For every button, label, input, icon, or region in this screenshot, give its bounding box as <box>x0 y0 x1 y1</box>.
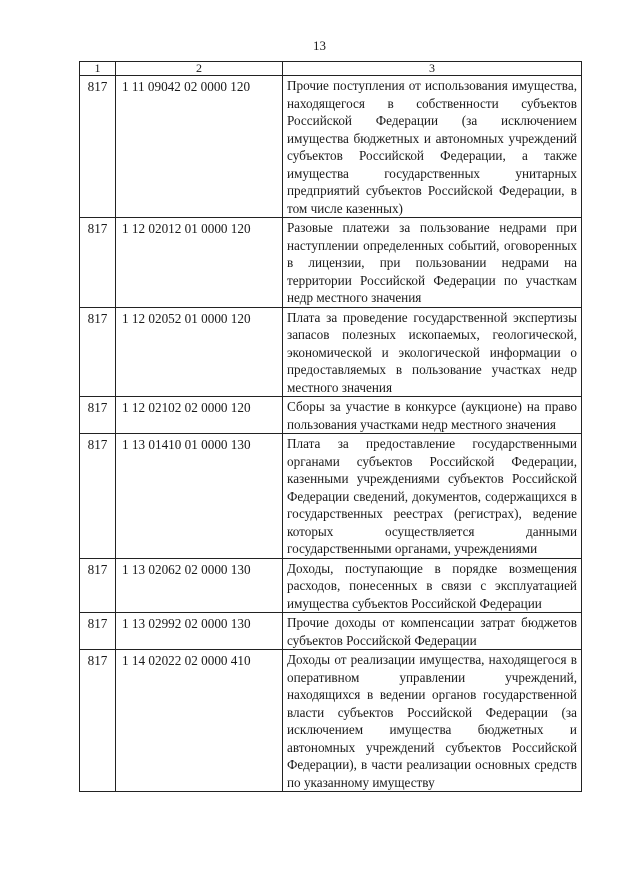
header-col-3: 3 <box>283 62 582 76</box>
table-row <box>80 558 582 613</box>
revenue-code-cell: 1 12 02012 01 0000 120 <box>116 218 283 308</box>
description-cell: Прочие поступления от использования имущества, находящегося в собственности субъектов Российской Федерации (за исключением имущества бюджетных и автономных учреждений субъектов Российской Федерации, а также имущества государственных унитарных предприятий субъектов Российской Федерации, в том числе казенных) <box>283 76 582 218</box>
admin-code-cell: 817 <box>80 434 116 559</box>
table-row <box>80 650 582 792</box>
revenue-code-cell: 1 13 02992 02 0000 130 <box>116 613 283 650</box>
admin-code-cell: 817 <box>80 397 116 434</box>
revenue-codes-table <box>79 61 582 792</box>
revenue-code-cell: 1 14 02022 02 0000 410 <box>116 650 283 792</box>
header-col-2: 2 <box>116 62 283 76</box>
description-cell: Плата за проведение государственной экспертизы запасов полезных ископаемых, геологической, экономической и экологической информации о предоставляемых в пользование участках недр местного значения <box>283 307 582 397</box>
admin-code-cell: 817 <box>80 307 116 397</box>
table-row <box>80 76 582 218</box>
admin-code-cell: 817 <box>80 650 116 792</box>
description-cell: Доходы, поступающие в порядке возмещения расходов, понесенных в связи с эксплуатацией имущества субъектов Российской Федерации <box>283 558 582 613</box>
revenue-code-cell: 1 12 02052 01 0000 120 <box>116 307 283 397</box>
table-row <box>80 218 582 308</box>
revenue-code-cell: 1 12 02102 02 0000 120 <box>116 397 283 434</box>
description-cell: Плата за предоставление государственными органами субъектов Российской Федерации, казенными учреждениями субъектов Российской Федерации сведений, документов, содержащихся в государственных реестрах (регистрах), ведение которых осуществляется данными государственными органами, учреждениями <box>283 434 582 559</box>
description-cell: Разовые платежи за пользование недрами при наступлении определенных событий, оговоренных в лицензии, при пользовании недрами на территории Российской Федерации по участкам недр местного значения <box>283 218 582 308</box>
header-col-1: 1 <box>80 62 116 76</box>
admin-code-cell: 817 <box>80 613 116 650</box>
table-row <box>80 613 582 650</box>
description-cell: Доходы от реализации имущества, находящегося в оперативном управлении учреждений, находящихся в ведении органов государственной власти субъектов Российской Федерации (за исключением имущества бюджетных и автономных учреждений субъектов Российской Федерации), в части реализации основных средств по указанному имуществу <box>283 650 582 792</box>
admin-code-cell: 817 <box>80 218 116 308</box>
table-row <box>80 434 582 559</box>
revenue-code-cell: 1 11 09042 02 0000 120 <box>116 76 283 218</box>
admin-code-cell: 817 <box>80 76 116 218</box>
table-row <box>80 397 582 434</box>
page-number: 13 <box>313 38 326 53</box>
table-row <box>80 307 582 397</box>
revenue-code-cell: 1 13 01410 01 0000 130 <box>116 434 283 559</box>
revenue-code-cell: 1 13 02062 02 0000 130 <box>116 558 283 613</box>
description-cell: Прочие доходы от компенсации затрат бюджетов субъектов Российской Федерации <box>283 613 582 650</box>
table-header-row <box>80 62 582 76</box>
admin-code-cell: 817 <box>80 558 116 613</box>
description-cell: Сборы за участие в конкурсе (аукционе) на право пользования участками недр местного значения <box>283 397 582 434</box>
